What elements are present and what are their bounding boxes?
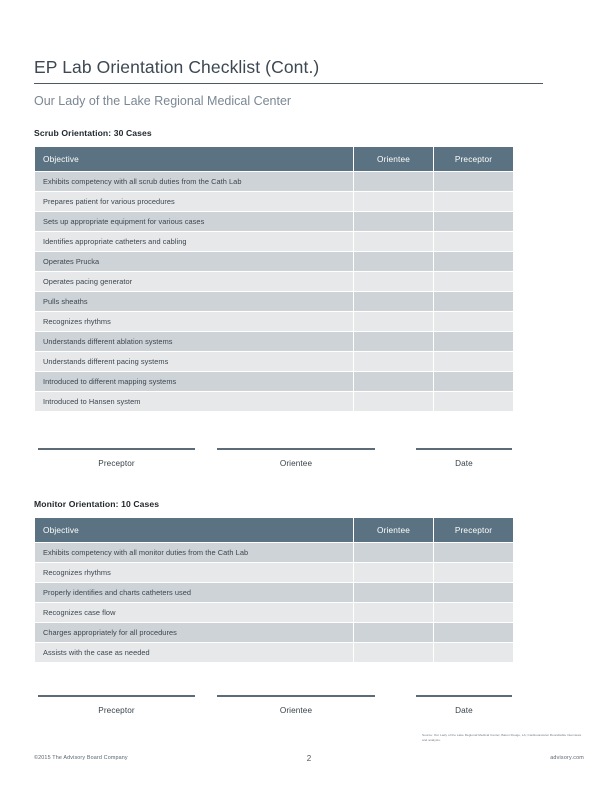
orientee-checkbox-cell[interactable] bbox=[354, 352, 433, 371]
preceptor-checkbox-cell[interactable] bbox=[434, 212, 513, 231]
table-row bbox=[35, 583, 513, 602]
objective-cell: Properly identifies and charts catheters used bbox=[35, 583, 353, 602]
page-footer bbox=[34, 755, 584, 769]
preceptor-checkbox-cell[interactable] bbox=[434, 543, 513, 562]
objective-cell: Understands different pacing systems bbox=[35, 352, 353, 371]
page-subtitle: Our Lady of the Lake Regional Medical Center bbox=[34, 94, 292, 108]
signature-label: Orientee bbox=[279, 459, 313, 468]
orientee-checkbox-cell[interactable] bbox=[354, 332, 433, 351]
objective-cell: Understands different ablation systems bbox=[35, 332, 353, 351]
table-row bbox=[35, 332, 513, 351]
objective-cell: Recognizes rhythms bbox=[35, 312, 353, 331]
signature-label: Preceptor bbox=[98, 459, 135, 468]
signature-label: Preceptor bbox=[98, 706, 135, 715]
table-row bbox=[35, 352, 513, 371]
preceptor-checkbox-cell[interactable] bbox=[434, 292, 513, 311]
objective-cell: Prepares patient for various procedures bbox=[35, 192, 353, 211]
objective-cell: Assists with the case as needed bbox=[35, 643, 353, 662]
table-row bbox=[35, 272, 513, 291]
footer-website[interactable]: advisory.com bbox=[550, 755, 584, 761]
preceptor-checkbox-cell[interactable] bbox=[434, 312, 513, 331]
column-header-orientee: Orientee bbox=[354, 518, 433, 542]
preceptor-checkbox-cell[interactable] bbox=[434, 192, 513, 211]
preceptor-checkbox-cell[interactable] bbox=[434, 563, 513, 582]
signature-slot-date[interactable] bbox=[416, 695, 512, 715]
objective-cell: Sets up appropriate equipment for various cases bbox=[35, 212, 353, 231]
page-title: EP Lab Orientation Checklist (Cont.) bbox=[34, 57, 320, 77]
objective-cell: Recognizes case flow bbox=[35, 603, 353, 622]
objective-cell: Recognizes rhythms bbox=[35, 563, 353, 582]
table-row bbox=[35, 623, 513, 642]
orientee-checkbox-cell[interactable] bbox=[354, 252, 433, 271]
monitor-orientation-table bbox=[34, 517, 514, 663]
table-row bbox=[35, 252, 513, 271]
preceptor-checkbox-cell[interactable] bbox=[434, 272, 513, 291]
objective-cell: Identifies appropriate catheters and cabling bbox=[35, 232, 353, 251]
objective-cell: Exhibits competency with all scrub duties from the Cath Lab bbox=[35, 172, 353, 191]
preceptor-checkbox-cell[interactable] bbox=[434, 172, 513, 191]
column-header-objective: Objective bbox=[35, 147, 353, 171]
page-number: 2 bbox=[306, 754, 312, 763]
table-row bbox=[35, 372, 513, 391]
signature-label: Date bbox=[455, 706, 473, 715]
preceptor-checkbox-cell[interactable] bbox=[434, 603, 513, 622]
column-header-objective: Objective bbox=[35, 518, 353, 542]
column-header-orientee: Orientee bbox=[354, 147, 433, 171]
orientee-checkbox-cell[interactable] bbox=[354, 392, 433, 411]
preceptor-checkbox-cell[interactable] bbox=[434, 623, 513, 642]
preceptor-checkbox-cell[interactable] bbox=[434, 392, 513, 411]
section-heading-monitor: Monitor Orientation: 10 Cases bbox=[34, 499, 160, 509]
footer-source-note: Source: Our Lady of the Lake Regional Medical Center, Baton Rouge, LA; Cardiovascular Roundtable interviews and analysis. bbox=[422, 733, 582, 742]
table-row bbox=[35, 192, 513, 211]
orientee-checkbox-cell[interactable] bbox=[354, 312, 433, 331]
objective-cell: Operates Prucka bbox=[35, 252, 353, 271]
orientee-checkbox-cell[interactable] bbox=[354, 272, 433, 291]
orientee-checkbox-cell[interactable] bbox=[354, 212, 433, 231]
table-row bbox=[35, 543, 513, 562]
signature-slot-orientee[interactable] bbox=[217, 695, 375, 715]
orientee-checkbox-cell[interactable] bbox=[354, 232, 433, 251]
table-row bbox=[35, 292, 513, 311]
orientee-checkbox-cell[interactable] bbox=[354, 543, 433, 562]
preceptor-checkbox-cell[interactable] bbox=[434, 372, 513, 391]
table-header-row bbox=[35, 518, 513, 542]
orientee-checkbox-cell[interactable] bbox=[354, 172, 433, 191]
column-header-preceptor: Preceptor bbox=[434, 518, 513, 542]
table-row bbox=[35, 603, 513, 622]
table-row bbox=[35, 212, 513, 231]
orientee-checkbox-cell[interactable] bbox=[354, 643, 433, 662]
scrub-signature-row bbox=[34, 448, 512, 482]
footer-copyright: ©2015 The Advisory Board Company bbox=[34, 755, 128, 761]
objective-cell: Introduced to different mapping systems bbox=[35, 372, 353, 391]
orientee-checkbox-cell[interactable] bbox=[354, 583, 433, 602]
column-header-preceptor: Preceptor bbox=[434, 147, 513, 171]
section-heading-scrub: Scrub Orientation: 30 Cases bbox=[34, 128, 152, 138]
preceptor-checkbox-cell[interactable] bbox=[434, 232, 513, 251]
signature-slot-preceptor[interactable] bbox=[38, 448, 195, 468]
orientee-checkbox-cell[interactable] bbox=[354, 372, 433, 391]
preceptor-checkbox-cell[interactable] bbox=[434, 352, 513, 371]
signature-slot-preceptor[interactable] bbox=[38, 695, 195, 715]
orientee-checkbox-cell[interactable] bbox=[354, 563, 433, 582]
objective-cell: Exhibits competency with all monitor duties from the Cath Lab bbox=[35, 543, 353, 562]
signature-label: Date bbox=[455, 459, 473, 468]
document-header bbox=[34, 56, 578, 109]
orientee-checkbox-cell[interactable] bbox=[354, 603, 433, 622]
table-row bbox=[35, 312, 513, 331]
monitor-signature-row bbox=[34, 695, 512, 729]
objective-cell: Introduced to Hansen system bbox=[35, 392, 353, 411]
preceptor-checkbox-cell[interactable] bbox=[434, 583, 513, 602]
objective-cell: Operates pacing generator bbox=[35, 272, 353, 291]
signature-slot-orientee[interactable] bbox=[217, 448, 375, 468]
signature-slot-date[interactable] bbox=[416, 448, 512, 468]
table-row bbox=[35, 232, 513, 251]
objective-cell: Pulls sheaths bbox=[35, 292, 353, 311]
signature-label: Orientee bbox=[279, 706, 313, 715]
orientee-checkbox-cell[interactable] bbox=[354, 623, 433, 642]
scrub-orientation-table bbox=[34, 146, 514, 412]
preceptor-checkbox-cell[interactable] bbox=[434, 643, 513, 662]
orientee-checkbox-cell[interactable] bbox=[354, 192, 433, 211]
preceptor-checkbox-cell[interactable] bbox=[434, 252, 513, 271]
table-row bbox=[35, 643, 513, 662]
table-header-row bbox=[35, 147, 513, 171]
preceptor-checkbox-cell[interactable] bbox=[434, 332, 513, 351]
table-row bbox=[35, 563, 513, 582]
objective-cell: Charges appropriately for all procedures bbox=[35, 623, 353, 642]
orientee-checkbox-cell[interactable] bbox=[354, 292, 433, 311]
table-row bbox=[35, 392, 513, 411]
table-row bbox=[35, 172, 513, 191]
